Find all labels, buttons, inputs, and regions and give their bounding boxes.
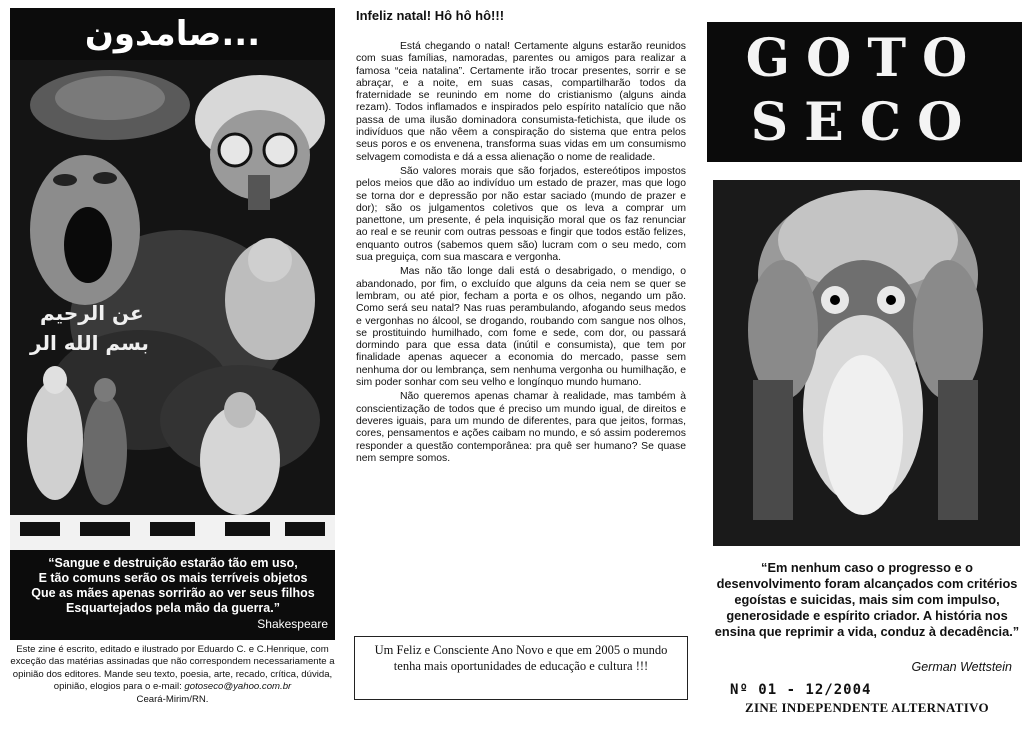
article xyxy=(356,8,686,467)
left-panel-title: صامدون... xyxy=(84,14,261,54)
article-paragraph: Está chegando o natal! Certamente alguns estarão reunidos com suas famílias, namoradas, parentes ou amigos para realizar a famosa “ceia natalina”. Certamente irão trocar presentes, sorrir e se abraçar, e a noite, em suas casas, compartilharão todos da fraternidade se reunindo em nome do cristianismo (alguns ainda rezam). Todos inflamados e inspirados pelo espírito natalício que não passa de uma ilusão dominadora consumista-fetichista, que ilude os indivíduos que não vêem a conspiração do sistema que entra pelos seus poros e os envenena, transforma suas vidas em um consumismo selvagem comodista e dá a essa alienação o nome de realidade. xyxy=(356,41,686,163)
credits-text: Este zine é escrito, editado e ilustrado por Eduardo C. e C.Henrique, com exceção das matérias assinadas que não correspondem necessariamente a opinião dos editores. Mande seu texto, poesia, arte, recado, crítica, dúvida, opinião, elogios para o e-mail: xyxy=(10,644,335,693)
article-body xyxy=(356,41,686,465)
credits-email: gotoseco@yahoo.com.br xyxy=(184,681,292,693)
new-year-message-box xyxy=(354,636,688,700)
arabic-calligraphy-upper: عن الرحيم xyxy=(40,301,144,325)
credits-location: Ceará-Mirim/RN. xyxy=(136,693,209,705)
article-title: Infeliz natal! Hô hô hô!!! xyxy=(356,8,505,23)
shakespeare-quote xyxy=(18,556,328,632)
shakespeare-quote-text: “Sangue e destruição estarão tão em uso, E tão comuns serão os mais terríveis objetos Que as mães apenas sorrirão ao ver seus filhos Esquartejados pela mão da guerra.” xyxy=(31,556,315,615)
masthead-word-seco: SECO xyxy=(750,92,979,153)
zine-tagline: ZINE INDEPENDENTE ALTERNATIVO xyxy=(745,700,989,715)
wettstein-quote-author: German Wettstein xyxy=(911,660,1012,674)
article-paragraph: Não queremos apenas chamar à realidade, mas também à conscientização de todos que é preciso um mundo igual, de direitos e deveres iguais, para um mundo de diferentes, para que jeitos, formas, cores, pensamentos e ações caibam no mundo, e só assim poderemos responder a questão contemporânea: pra quê ser humano? Se quase nem sempre somos. xyxy=(356,391,686,464)
masthead-word-goto: GOTO xyxy=(745,28,984,89)
war-collage-illustration xyxy=(10,60,335,550)
new-year-message: Um Feliz e Consciente Ano Novo e que em 2005 o mundo tenha mais oportunidades de educação e cultura !!! xyxy=(374,643,668,673)
left-panel xyxy=(10,8,335,640)
zine-masthead xyxy=(707,22,1022,162)
wettstein-quote: “Em nenhum caso o progresso e o desenvolvimento foram alcançados com critérios egoístas e suicidas, mais sim com impulso, generosidade e espírito criador. A história nos ensina que reprimir a vida, conduz à decadência.” xyxy=(714,560,1020,639)
shakespeare-quote-author: Shakespeare xyxy=(257,617,328,631)
credits-box xyxy=(10,644,335,706)
article-paragraph: São valores morais que são forjados, estereótipos impostos pelos meios que dão ao indivíduo um estado de prazer, mas que logo se torna dor e depressão por não estar saciado (mundo de prazer e dor); são os julgamentos coletivos que os leva a comprar um panettone, um presente, é pela inquisição moral que os faz renunciar ao real e se reunir com outras pessoas e fingir que todos estão felizes, enquanto outros (sabemos quem são) lucram com o seu medo, com sua preguiça, com sua mascara e vergonha. xyxy=(356,165,686,264)
arabic-calligraphy-lower: بسم الله الر xyxy=(30,331,149,355)
article-paragraph: Mas não tão longe dali está o desabrigado, o mendigo, o abandonado, por fim, o excluído que alguns da ceia nem se quer se lembram, ou até pior, fecham a porta e os olhos, negando um pão. Como será seu natal? Nas ruas perambulando, afogando seus medos e vergonhas no álcool, se drogando, roubando com sangue nos olhos, se prostituindo humilhado, com fome e sede, com dor, ou passará dormindo para que essa data (inútil e consumista), que tem por finalidade apenas aquecer a economia do mercado, passe sem nenhuma dor ou lembrança, sem nenhuma vergonha ou humilhação, e sim poder sonhar com seu velho e longínquo mundo humano. xyxy=(356,266,686,389)
issue-number: Nº 01 - 12/2004 xyxy=(730,682,872,698)
old-man-illustration xyxy=(713,180,1020,546)
